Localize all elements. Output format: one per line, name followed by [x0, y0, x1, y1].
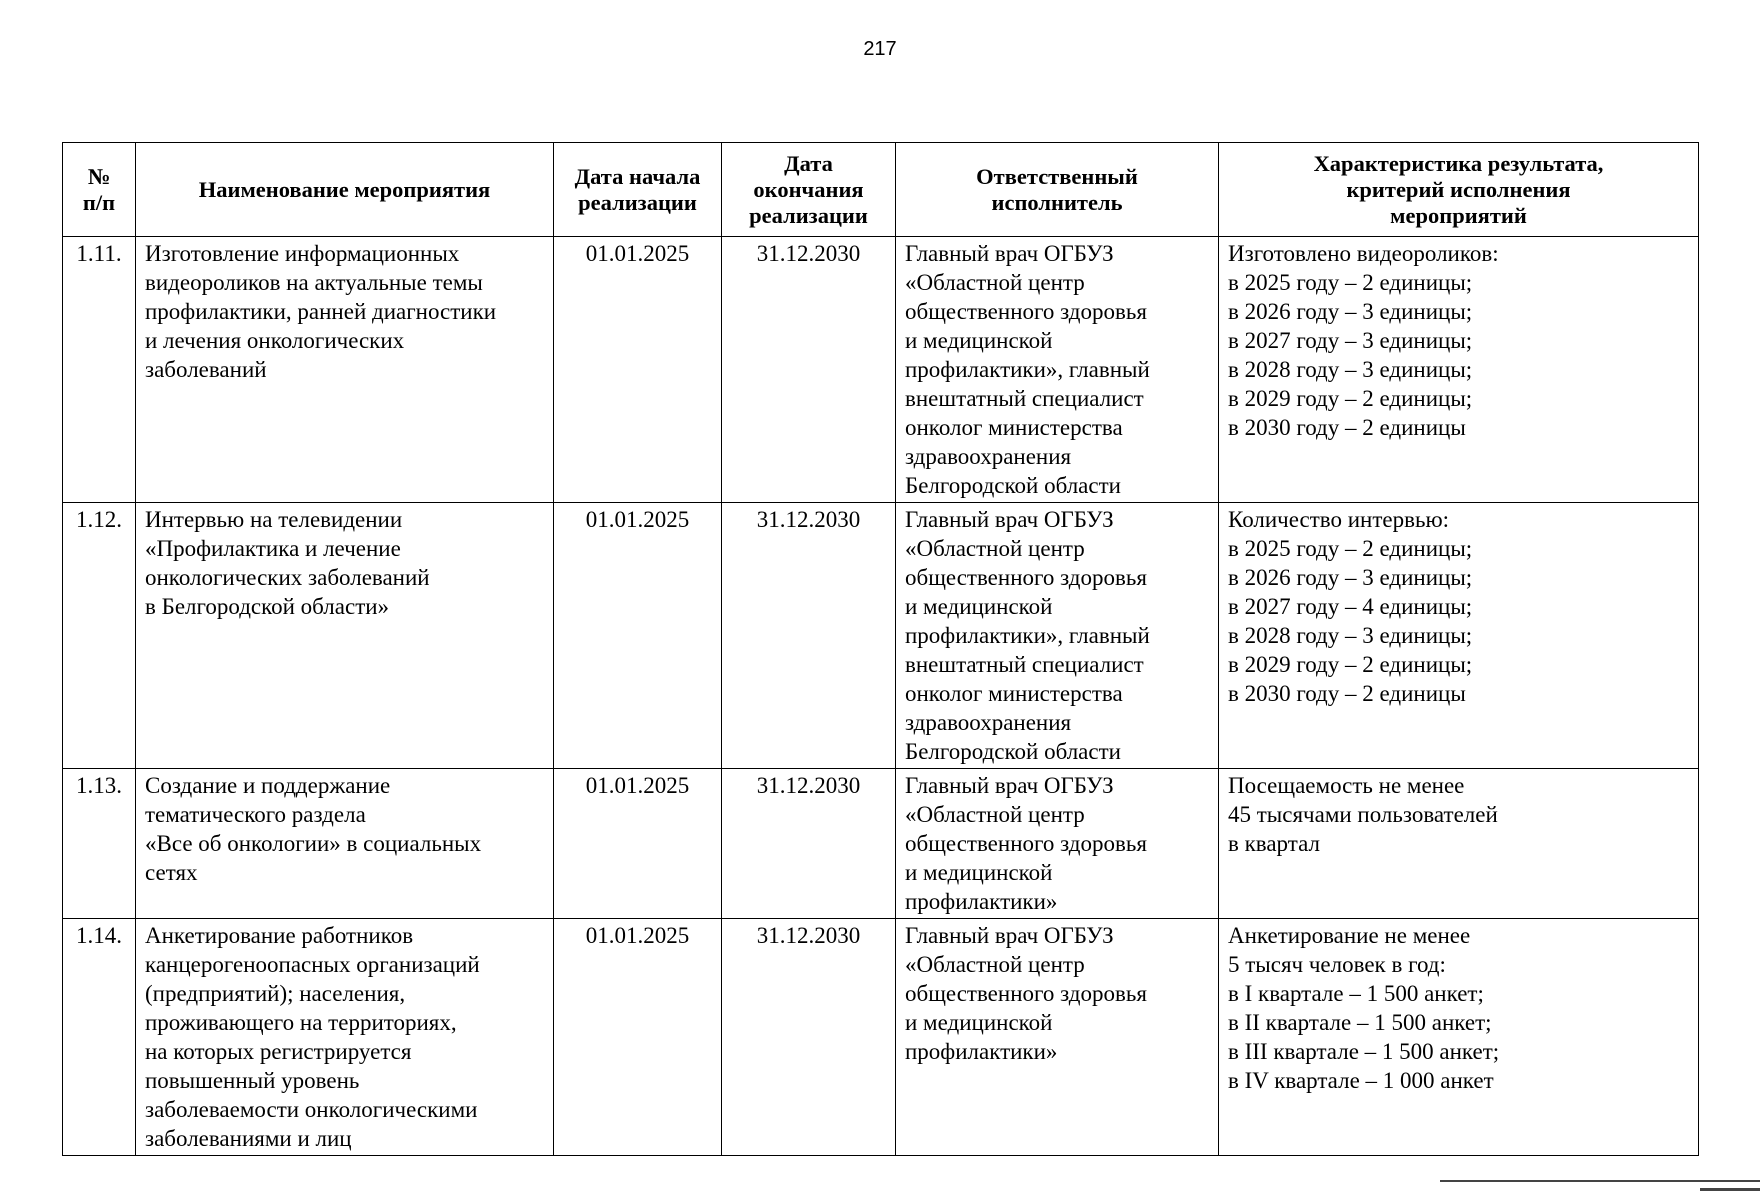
cell-line: в 2029 году – 2 единицы; — [1228, 652, 1473, 677]
cell-line: внештатный специалист — [905, 652, 1144, 677]
cell-line: внештатный специалист — [905, 386, 1144, 411]
table-row — [63, 237, 1699, 503]
cell-line: реализации — [578, 189, 697, 215]
action-plan-table — [62, 142, 1699, 1156]
cell-start-date: 01.01.2025 — [554, 237, 722, 503]
header-row — [63, 143, 1699, 237]
cell-start-date: 01.01.2025 — [554, 503, 722, 769]
cell-line: в IV квартале – 1 000 анкет — [1228, 1068, 1494, 1093]
cell-line: канцерогеноопасных организаций — [145, 952, 480, 977]
cell-line: здравоохранения — [905, 444, 1072, 469]
cell-number: 1.14. — [63, 919, 136, 1156]
cell-line: «Областной центр — [905, 952, 1085, 977]
cell-line: Характеристика результата, — [1313, 150, 1604, 176]
cell-line: профилактики» — [905, 889, 1058, 914]
cell-line: на которых регистрируется — [145, 1039, 412, 1064]
cell-line: заболеваемости онкологическими — [145, 1097, 478, 1122]
cell-line: в 2030 году – 2 единицы — [1228, 415, 1466, 440]
cell-responsible — [896, 237, 1219, 503]
cell-number: 1.11. — [63, 237, 136, 503]
cell-line: в 2028 году – 3 единицы; — [1228, 623, 1473, 648]
cell-line: и медицинской — [905, 328, 1053, 353]
table-row — [63, 769, 1699, 919]
cell-line: онколог министерства — [905, 681, 1123, 706]
cell-line: в III квартале – 1 500 анкет; — [1228, 1039, 1500, 1064]
cell-line: Главный врач ОГБУЗ — [905, 507, 1114, 532]
cell-line: в 2025 году – 2 единицы; — [1228, 536, 1473, 561]
cell-line: Изготовление информационных — [145, 241, 460, 266]
cell-line: Создание и поддержание — [145, 773, 391, 798]
header-responsible — [896, 143, 1219, 237]
cell-line: заболеваний — [145, 357, 267, 382]
cell-line: и медицинской — [905, 1010, 1053, 1035]
cell-line: «Областной центр — [905, 802, 1085, 827]
cell-responsible — [896, 503, 1219, 769]
cell-line: и медицинской — [905, 594, 1053, 619]
cell-line: Белгородской области — [905, 473, 1121, 498]
cell-line: профилактики», главный — [905, 623, 1150, 648]
cell-line: (предприятий); населения, — [145, 981, 406, 1006]
scan-artifact-line — [1440, 1180, 1760, 1182]
cell-line: реализации — [749, 202, 868, 228]
cell-result — [1219, 237, 1699, 503]
cell-line: в 2030 году – 2 единицы — [1228, 681, 1466, 706]
cell-line: «Областной центр — [905, 536, 1085, 561]
cell-number: 1.13. — [63, 769, 136, 919]
header-name — [136, 143, 554, 237]
cell-line: и медицинской — [905, 860, 1053, 885]
cell-line: профилактики», главный — [905, 357, 1150, 382]
table-row — [63, 503, 1699, 769]
cell-line: в 2026 году – 3 единицы; — [1228, 565, 1473, 590]
header-num — [63, 143, 136, 237]
cell-line: здравоохранения — [905, 710, 1072, 735]
cell-line: окончания — [753, 176, 864, 202]
cell-line: Изготовлено видеороликов: — [1228, 241, 1499, 266]
cell-activity-name — [136, 769, 554, 919]
cell-line: в 2029 году – 2 единицы; — [1228, 386, 1473, 411]
scan-artifact-line — [1700, 1188, 1760, 1191]
cell-end-date: 31.12.2030 — [722, 769, 896, 919]
cell-line: заболеваниями и лиц — [145, 1126, 352, 1151]
cell-line: № — [87, 163, 111, 189]
cell-line: Дата — [784, 150, 833, 176]
header-start-date — [554, 143, 722, 237]
cell-line: сетях — [145, 860, 198, 885]
cell-result — [1219, 919, 1699, 1156]
cell-line: онколог министерства — [905, 415, 1123, 440]
cell-responsible — [896, 919, 1219, 1156]
cell-line: в I квартале – 1 500 анкет; — [1228, 981, 1484, 1006]
cell-responsible — [896, 769, 1219, 919]
cell-line: видеороликов на актуальные темы — [145, 270, 483, 295]
cell-line: «Профилактика и лечение — [145, 536, 401, 561]
cell-line: 45 тысячами пользователей — [1228, 802, 1498, 827]
cell-line: Посещаемость не менее — [1228, 773, 1465, 798]
cell-end-date: 31.12.2030 — [722, 919, 896, 1156]
cell-line: Анкетирование работников — [145, 923, 414, 948]
cell-line: Белгородской области — [905, 739, 1121, 764]
cell-activity-name — [136, 919, 554, 1156]
header-end-date — [722, 143, 896, 237]
page-number: 217 — [863, 38, 897, 60]
cell-line: и лечения онкологических — [145, 328, 405, 353]
cell-line: Дата начала — [574, 163, 701, 189]
cell-line: п/п — [82, 189, 116, 215]
table-row — [63, 919, 1699, 1156]
cell-result — [1219, 503, 1699, 769]
cell-activity-name — [136, 237, 554, 503]
cell-line: Количество интервью: — [1228, 507, 1450, 532]
cell-line: критерий исполнения — [1346, 176, 1571, 202]
cell-end-date: 31.12.2030 — [722, 237, 896, 503]
cell-line: Главный врач ОГБУЗ — [905, 773, 1114, 798]
cell-line: Наименование мероприятия — [198, 176, 491, 202]
cell-line: в 2028 году – 3 единицы; — [1228, 357, 1473, 382]
cell-end-date: 31.12.2030 — [722, 503, 896, 769]
cell-line: повышенный уровень — [145, 1068, 360, 1093]
cell-line: проживающего на территориях, — [145, 1010, 457, 1035]
cell-line: «Все об онкологии» в социальных — [145, 831, 482, 856]
cell-start-date: 01.01.2025 — [554, 769, 722, 919]
cell-line: в 2027 году – 4 единицы; — [1228, 594, 1473, 619]
cell-line: профилактики» — [905, 1039, 1058, 1064]
cell-line: общественного здоровья — [905, 299, 1147, 324]
cell-line: в 2026 году – 3 единицы; — [1228, 299, 1473, 324]
cell-line: Главный врач ОГБУЗ — [905, 923, 1114, 948]
cell-line: в 2027 году – 3 единицы; — [1228, 328, 1473, 353]
cell-activity-name — [136, 503, 554, 769]
cell-line: исполнитель — [991, 189, 1123, 215]
cell-line: профилактики, ранней диагностики — [145, 299, 497, 324]
cell-line: общественного здоровья — [905, 981, 1147, 1006]
cell-start-date: 01.01.2025 — [554, 919, 722, 1156]
cell-result — [1219, 769, 1699, 919]
cell-line: общественного здоровья — [905, 565, 1147, 590]
cell-line: «Областной центр — [905, 270, 1085, 295]
cell-line: Анкетирование не менее — [1228, 923, 1471, 948]
cell-line: в 2025 году – 2 единицы; — [1228, 270, 1473, 295]
cell-line: Ответственный — [976, 163, 1138, 189]
cell-line: общественного здоровья — [905, 831, 1147, 856]
cell-line: в II квартале – 1 500 анкет; — [1228, 1010, 1492, 1035]
cell-line: тематического раздела — [145, 802, 366, 827]
cell-line: Интервью на телевидении — [145, 507, 403, 532]
cell-line: мероприятий — [1390, 202, 1527, 228]
cell-line: 5 тысяч человек в год: — [1228, 952, 1446, 977]
header-result — [1219, 143, 1699, 237]
cell-line: в квартал — [1228, 831, 1320, 856]
cell-line: онкологических заболеваний — [145, 565, 430, 590]
cell-number: 1.12. — [63, 503, 136, 769]
cell-line: в Белгородской области» — [145, 594, 390, 619]
cell-line: Главный врач ОГБУЗ — [905, 241, 1114, 266]
